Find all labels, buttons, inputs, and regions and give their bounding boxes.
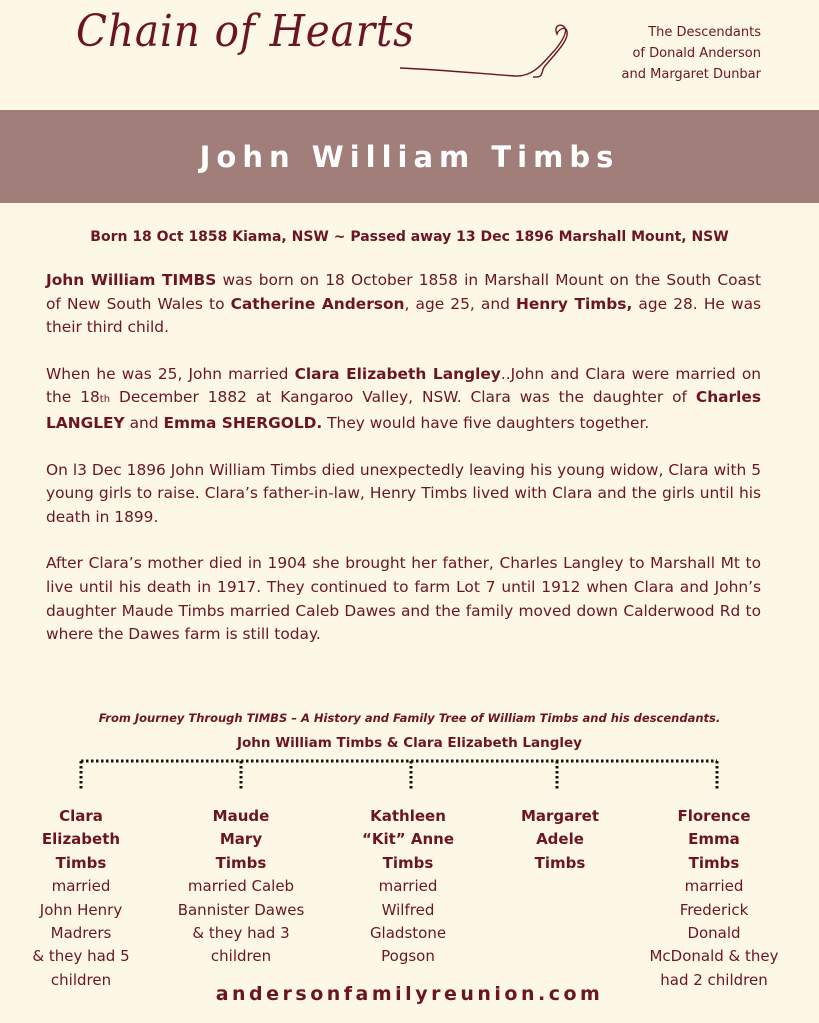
child-detail-line: John Henry — [39, 900, 123, 919]
mother-name: Catherine Anderson — [230, 294, 405, 313]
text: and — [124, 413, 164, 432]
page-header — [0, 0, 819, 110]
child-detail-line: children — [50, 970, 112, 989]
child-name-line: “Kit” Anne — [361, 830, 454, 849]
wife-mother-name: Emma SHERGOLD. — [163, 413, 323, 432]
child-name-line: Elizabeth — [41, 830, 121, 849]
child-name-line: Timbs — [688, 853, 740, 872]
child-detail-line: Donald — [687, 924, 741, 943]
child-name-line: Clara — [59, 807, 103, 825]
child-name-line: Margaret — [520, 807, 600, 825]
ordinal-suffix: th — [99, 394, 111, 406]
child-detail-line: Frederick — [679, 900, 749, 919]
child-name-line: Timbs — [215, 853, 267, 872]
title-banner — [0, 110, 819, 203]
paragraph-3: On l3 Dec 1896 John William Timbs died unexpectedly leaving his young widow, Clara with 5 young girls to raise. Clara’s father-in-law, Henry Timbs lived with Clara and the girls until his death in 1899. — [46, 460, 761, 526]
child-name-line: Timbs — [382, 853, 434, 872]
child-name-line: Maude — [212, 807, 270, 825]
subject-name: John William TIMBS — [46, 271, 217, 289]
tagline — [561, 22, 761, 85]
child-detail-line: had 2 children — [660, 970, 768, 989]
paragraph-4: After Clara’s mother died in 1904 she brought her father, Charles Langley to Marshall Mt to live until his death in 1917. They continued to farm Lot 7 until 1912 when Clara and John’s daughter Maude Timbs married Caleb Dawes and the family moved down Calderwood Rd to where the Dawes farm is still today. — [46, 554, 761, 644]
text: age 28. He was their third child. — [46, 294, 762, 337]
website-link[interactable]: andersonfamilyreunion.com — [215, 983, 604, 1005]
tree-couple-label: John William Timbs & Clara Elizabeth Langley — [237, 735, 582, 751]
child-detail-line: children — [210, 947, 272, 966]
child-detail-line: married Caleb — [187, 877, 295, 896]
paragraph-2 — [46, 363, 761, 436]
text: ..John and Clara were married on the 18 — [46, 364, 761, 407]
child-name-line: Mary — [219, 830, 263, 849]
child-name-line: Kathleen — [370, 807, 446, 825]
child-name-line: Emma — [688, 830, 740, 849]
child-name-line: Adele — [536, 830, 584, 849]
text: December 1882 at Kangaroo Valley, NSW. Clara was the daughter of — [110, 388, 696, 407]
text: , age 25, and — [404, 294, 516, 313]
child-kathleen — [343, 805, 473, 969]
wife-father-name: Charles LANGLEY — [46, 388, 762, 432]
source-citation: From Journey Through TIMBS – A History and Family Tree of William Timbs and his descendants. — [98, 711, 721, 725]
tagline-line: The Descendants — [648, 25, 761, 40]
child-margaret — [495, 805, 625, 875]
wife-name: Clara Elizabeth Langley — [294, 364, 501, 383]
child-name-line: Timbs — [534, 853, 586, 872]
child-detail-line: & they had 5 — [32, 947, 130, 966]
child-detail-line: McDonald & they — [649, 947, 779, 966]
biography — [46, 269, 761, 670]
child-detail-line: Gladstone — [369, 924, 447, 943]
child-name-line: Timbs — [55, 853, 107, 872]
child-detail-line: Madrers — [50, 924, 112, 943]
child-detail-line: married — [51, 877, 111, 896]
child-detail-line: Pogson — [381, 947, 435, 966]
child-detail-line: & they had 3 — [192, 924, 290, 943]
tagline-line: of Donald Anderson — [632, 46, 761, 61]
chain-of-hearts-logo: Chain of Hearts — [76, 6, 415, 57]
text: When he was 25, John married — [46, 364, 295, 383]
paragraph-1 — [46, 269, 761, 340]
tagline-line: and Margaret Dunbar — [621, 67, 761, 82]
child-detail-line: Bannister Dawes — [177, 900, 305, 919]
child-detail-line: married — [684, 877, 744, 896]
birth-death-dates: Born 18 Oct 1858 Kiama, NSW ~ Passed away 13 Dec 1896 Marshall Mount, NSW — [90, 229, 729, 245]
child-florence — [639, 805, 789, 992]
text: They would have five daughters together. — [322, 413, 650, 432]
child-name-line: Florence — [677, 807, 751, 825]
page-title: John William Timbs — [199, 139, 620, 174]
child-maude — [176, 805, 306, 969]
child-clara — [16, 805, 146, 992]
father-name: Henry Timbs, — [515, 294, 633, 313]
text: was born on 18 October 1858 in Marshall Mount on the South Coast of New South Wales to — [46, 271, 761, 313]
child-detail-line: Wilfred — [381, 900, 435, 919]
child-detail-line: married — [378, 877, 438, 896]
